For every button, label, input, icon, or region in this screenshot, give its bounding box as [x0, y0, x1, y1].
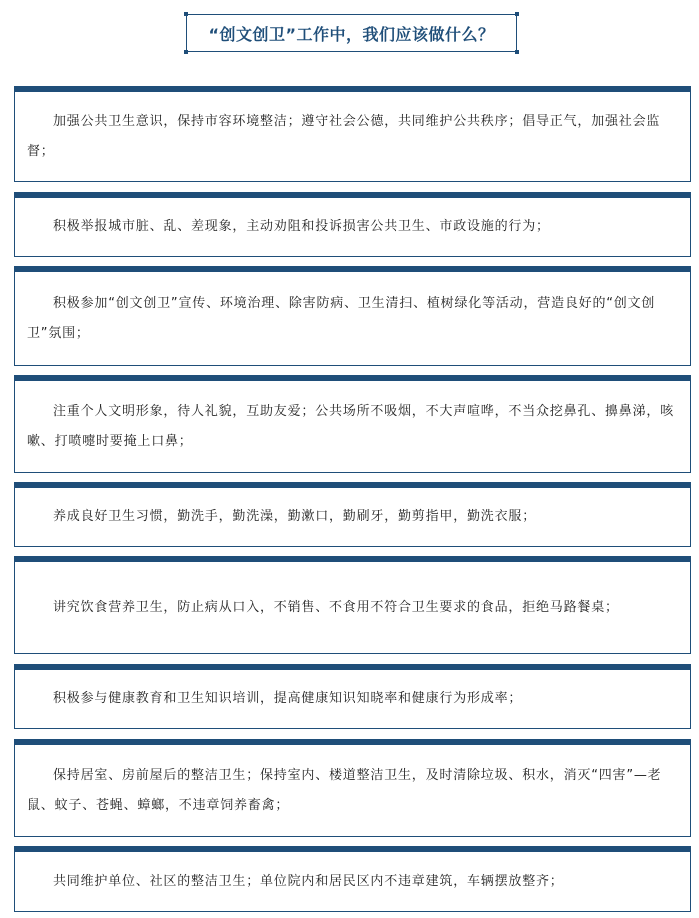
- guideline-card-6: [14, 556, 691, 654]
- guideline-card-1: [14, 86, 691, 182]
- guideline-text: 注重个人文明形象，待人礼貌，互助友爱；公共场所不吸烟，不大声喧哗，不当众挖鼻孔、擤鼻涕，咳嗽、打喷嚏时要掩上口鼻；: [27, 403, 675, 449]
- guideline-text: 积极举报城市脏、乱、差现象，主动劝阻和投诉损害公共卫生、市政设施的行为；: [53, 219, 550, 234]
- guideline-text: 共同维护单位、社区的整洁卫生；单位院内和居民区内不违章建筑，车辆摆放整齐；: [53, 873, 564, 889]
- guideline-card-4: [14, 375, 691, 473]
- guideline-text: 养成良好卫生习惯，勤洗手，勤洗澡，勤漱口，勤刷牙，勤剪指甲，勤洗衣服；: [53, 509, 537, 524]
- guideline-text: 积极参加“创文创卫”宣传、环境治理、除害防病、卫生清扫、植树绿化等活动，营造良好的“创文创卫”氛围；: [27, 295, 656, 341]
- guideline-card-9: [14, 846, 691, 912]
- guideline-card-7: [14, 664, 691, 729]
- title-box: [186, 14, 517, 52]
- page-title: “创文创卫”工作中，我们应该做什么？: [208, 24, 495, 44]
- guideline-card-8: [14, 739, 691, 837]
- guideline-text: 积极参与健康教育和卫生知识培训，提高健康知识知晓率和健康行为形成率；: [53, 691, 523, 706]
- guideline-text: 加强公共卫生意识，保持市容环境整洁；遵守社会公德，共同维护公共秩序；倡导正气，加强社会监督；: [27, 113, 661, 159]
- guideline-text: 讲究饮食营养卫生，防止病从口入，不销售、不食用不符合卫生要求的食品，拒绝马路餐桌；: [53, 599, 619, 615]
- guideline-card-3: [14, 266, 691, 366]
- guideline-text: 保持居室、房前屋后的整洁卫生；保持室内、楼道整洁卫生，及时清除垃圾、积水，消灭“四害”—老鼠、蚊子、苍蝇、蟑螂，不违章饲养畜禽；: [27, 767, 662, 813]
- guideline-card-5: [14, 482, 691, 547]
- guideline-card-2: [14, 192, 691, 257]
